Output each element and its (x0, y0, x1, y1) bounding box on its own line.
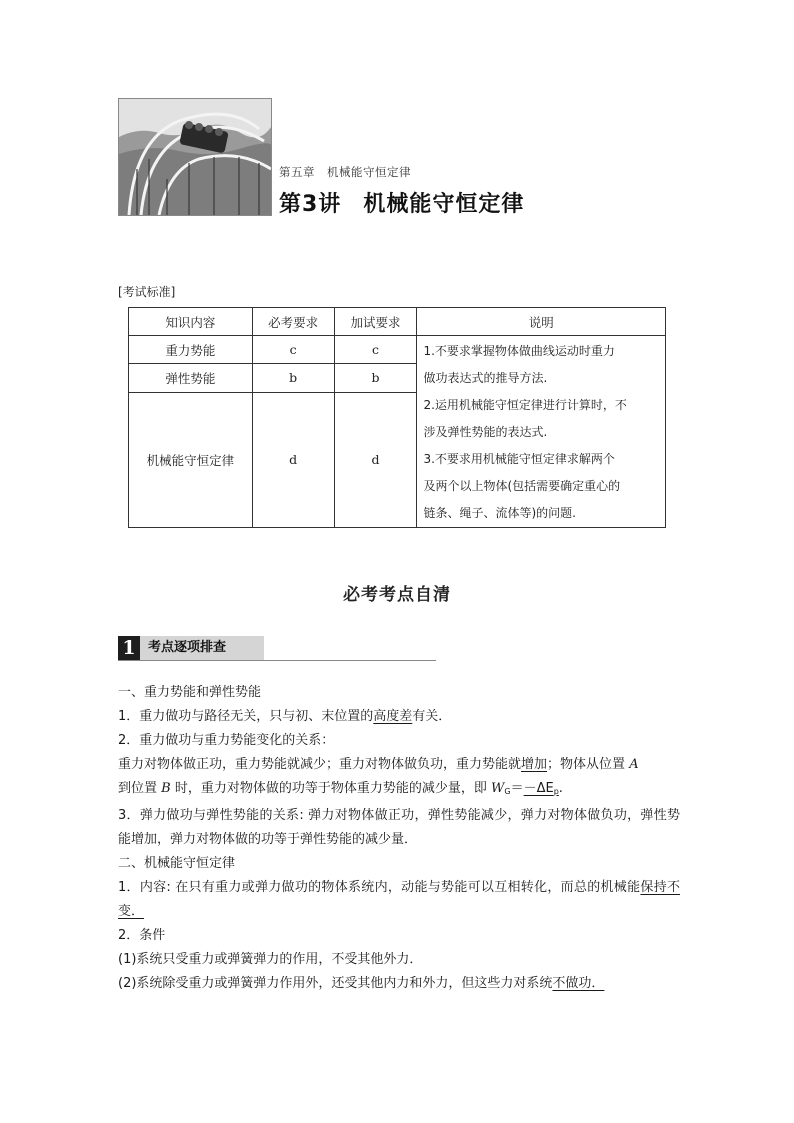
column-header: 说明 (417, 308, 666, 336)
text-run: ＝ (510, 781, 524, 796)
formula: －ΔE (523, 781, 554, 796)
notes-cell (417, 336, 666, 528)
note-line: 3.不要求用机械能守恒定律求解两个 (423, 452, 615, 466)
paragraph: 3．弹力做功与弹性势能的关系: 弹力对物体做正功，弹性势能减少，弹力对物体做负功，弹性势能增加，弹力对物体做的功等于弹性势能的减少量． (118, 808, 680, 847)
section-title: 必考考点自清 (343, 585, 451, 605)
text-run: (2)系统除受重力或弹簧弹力作用外，还受其他内力和外力，但这些力对系统 (118, 976, 553, 991)
paragraph: 2．重力做功与重力势能变化的关系： (118, 733, 335, 748)
banner-label: 考点逐项排查 (140, 636, 264, 660)
chapter-name: 机械能守恒定律 (327, 165, 411, 179)
required-level-cell: c (252, 336, 334, 364)
topic-cell: 重力势能 (129, 336, 253, 364)
banner-number: 1 (118, 636, 140, 660)
variable: W (491, 781, 505, 796)
column-header: 必考要求 (252, 308, 334, 336)
chapter-number: 第五章 (279, 165, 315, 179)
answer-blank: 增加 (521, 757, 548, 772)
column-header: 知识内容 (129, 308, 253, 336)
extra-level-cell: d (334, 392, 417, 527)
extra-level-cell: c (334, 336, 417, 364)
note-line: 涉及弹性势能的表达式. (423, 425, 548, 439)
answer-blank: 保持不变． (118, 880, 680, 919)
note-line: 1.不要求掌握物体做曲线运动时重力 (423, 344, 615, 358)
banner-divider (118, 660, 436, 661)
lecture-number: 第3讲 (279, 192, 342, 217)
table-row (129, 336, 666, 364)
text-run: 重力对物体做正功，重力势能就减少；重力对物体做负功，重力势能就 (118, 757, 522, 772)
paragraph (118, 705, 680, 729)
note-line: 做功表达式的推导方法. (423, 371, 548, 385)
lecture-title: 机械能守恒定律 (363, 192, 525, 217)
page-title (279, 187, 524, 218)
text-run: 到位置 (118, 781, 158, 796)
roller-coaster-illustration (119, 99, 271, 215)
exam-standards-label: [考试标准] (118, 285, 176, 299)
note-line: 2.运用机械能守恒定律进行计算时，不 (423, 398, 627, 412)
text-run: 1．内容: 在只有重力或弹力做功的物体系统内，动能与势能可以互相转化，而总的机械能 (118, 880, 641, 895)
paragraph (118, 753, 680, 777)
variable: A (629, 757, 639, 772)
chapter-label (279, 164, 411, 180)
table-header-row (129, 308, 666, 336)
subheading: 一、重力势能和弹性势能 (118, 685, 262, 700)
text-run: ；物体从位置 (547, 757, 626, 772)
paragraph: 2．条件 (118, 928, 166, 943)
subscript: G (504, 787, 511, 796)
answer-blank: 高度差 (373, 709, 413, 724)
variable: B (161, 781, 171, 796)
text-run: 时，重力对物体做的功等于物体重力势能的减少量，即 (174, 781, 487, 796)
exam-standards-table (128, 307, 666, 528)
topic-cell: 机械能守恒定律 (129, 392, 253, 527)
paragraph (118, 972, 680, 996)
paragraph (118, 876, 680, 924)
required-level-cell: d (252, 392, 334, 527)
text-run: 有关． (412, 709, 452, 724)
note-line: 链条、绳子、流体等)的问题. (423, 506, 576, 520)
subheading: 二、机械能守恒定律 (118, 856, 236, 871)
section-banner (118, 636, 436, 660)
answer-blank (524, 781, 559, 796)
answer-blank: 不做功． (552, 976, 605, 991)
required-level-cell: b (252, 364, 334, 392)
topic-cell: 弹性势能 (129, 364, 253, 392)
paragraph (118, 777, 680, 804)
content-body (118, 681, 680, 996)
note-line: 及两个以上物体(包括需要确定重心的 (423, 479, 621, 493)
roller-coaster-photo (118, 98, 272, 216)
extra-level-cell: b (334, 364, 417, 392)
paragraph: (1)系统只受重力或弹簧弹力的作用，不受其他外力． (118, 952, 423, 967)
text-run: . (558, 781, 563, 796)
subscript: p (553, 787, 559, 796)
column-header: 加试要求 (334, 308, 417, 336)
text-run: 1．重力做功与路径无关，只与初、末位置的 (118, 709, 374, 724)
